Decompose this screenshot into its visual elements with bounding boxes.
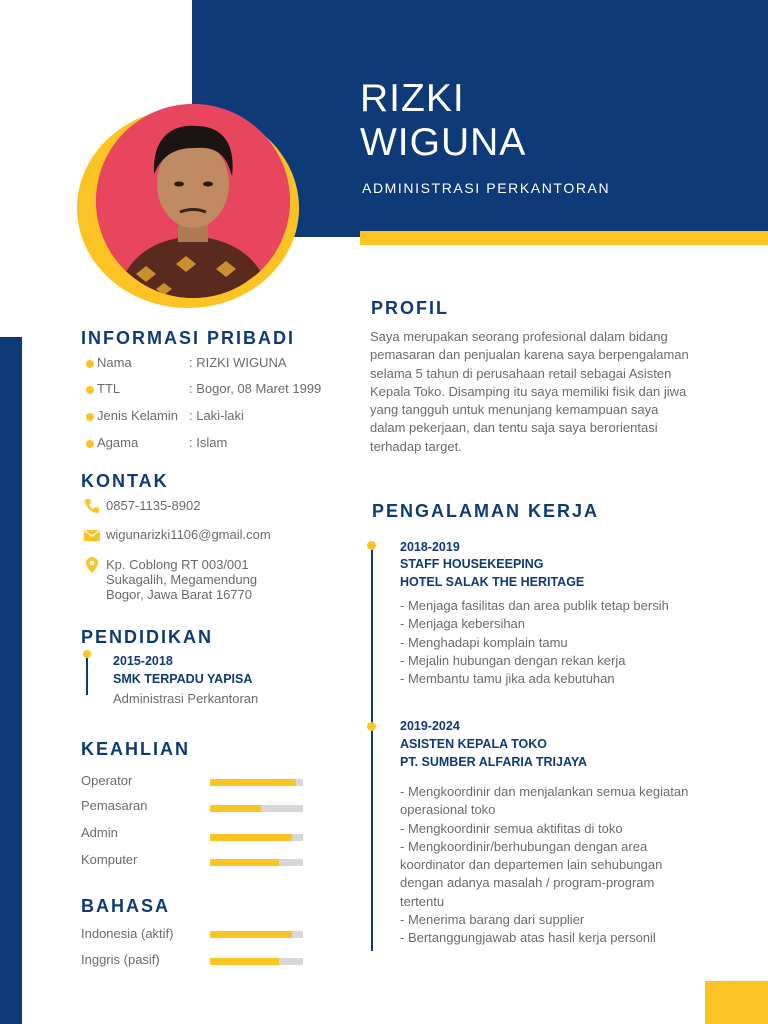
skill-bar-fill xyxy=(210,834,292,841)
skills-title: KEAHLIAN xyxy=(81,739,190,759)
info-label: Jenis Kelamin xyxy=(97,408,178,423)
languages-title: BAHASA xyxy=(81,896,171,916)
last-name: WIGUNA xyxy=(360,121,527,164)
duty-item: - Menerima barang dari supplier xyxy=(400,912,585,928)
experience-dot xyxy=(367,722,376,731)
skill-bar-fill xyxy=(210,779,296,786)
duty-item: - Mejalin hubungan dengan rekan kerja xyxy=(400,652,626,668)
skill-label: Pemasaran xyxy=(81,798,148,813)
job-company: PT. SUMBER ALFARIA TRIJAYA xyxy=(400,755,588,769)
skill-bar-fill xyxy=(210,859,279,866)
job-position: ASISTEN KEPALA TOKO xyxy=(400,737,548,751)
duty-item: - Mengkoordinir dan menjalankan semua kegiatan operasional toko xyxy=(400,784,689,818)
header-accent-line xyxy=(360,231,768,245)
experience-timeline xyxy=(371,546,373,951)
education-years: 2015-2018 xyxy=(113,654,173,668)
education-title: PENDIDIKAN xyxy=(81,627,214,647)
language-bar xyxy=(210,931,303,938)
skill-bar xyxy=(210,779,303,786)
skill-bar-fill xyxy=(210,805,261,812)
skill-label: Komputer xyxy=(81,852,138,867)
experience-dot xyxy=(367,541,376,550)
language-bar-fill xyxy=(210,931,292,938)
profile-text: Saya merupakan seorang profesional dalam bidang pemasaran dan penjualan karena saya berpengalaman selama 5 tahun di perusahaan retail sebagai Asisten Kepala Toko. Disamping itu saya memiliki fisik dan jiwa yang tangguh untuk menunjang kemampuan saya dalam pekerjaan, dan tentu saja saya berorientasi terhadap target. xyxy=(370,329,689,454)
phone-icon xyxy=(84,498,100,514)
profile-title: PROFIL xyxy=(371,298,449,318)
info-label: Nama xyxy=(97,355,132,370)
education-timeline xyxy=(86,655,88,695)
profile-photo xyxy=(96,104,290,298)
candidate-role: ADMINISTRASI PERKANTORAN xyxy=(362,180,611,196)
experience-title: PENGALAMAN KERJA xyxy=(372,501,600,521)
contact-title: KONTAK xyxy=(81,471,169,491)
skill-bar xyxy=(210,805,303,812)
address-text xyxy=(106,557,257,602)
job-company: HOTEL SALAK THE HERITAGE xyxy=(400,575,585,589)
language-bar xyxy=(210,958,303,965)
duty-item: - Menjaga kebersihan xyxy=(400,616,526,632)
skill-label: Admin xyxy=(81,825,118,840)
location-pin-icon xyxy=(84,557,100,573)
info-label: TTL xyxy=(97,381,121,396)
corner-accent xyxy=(705,981,768,1024)
phone-number: 0857-1135-8902 xyxy=(106,498,201,513)
job-duties xyxy=(400,783,700,948)
info-value: : Bogor, 08 Maret 1999 xyxy=(189,381,322,396)
info-value: : RIZKI WIGUNA xyxy=(189,355,287,370)
duty-item: - Mengkoordinir semua aktifitas di toko xyxy=(400,820,623,836)
address-line-2: Sukagalih, Megamendung xyxy=(106,572,258,587)
duty-item: - Membantu tamu jika ada kebutuhan xyxy=(400,671,615,687)
duty-item: - Bertanggungjawab atas hasil kerja personil xyxy=(400,930,656,946)
education-major: Administrasi Perkantoran xyxy=(113,691,259,706)
duty-item: - Menjaga fasilitas dan area publik tetap bersih xyxy=(400,598,669,613)
address-line-1: Kp. Coblong RT 003/001 xyxy=(106,557,249,572)
skill-label: Operator xyxy=(81,773,133,788)
email-address: wigunarizki1106@gmail.com xyxy=(106,527,271,542)
left-accent-bar xyxy=(0,337,22,1024)
job-duties xyxy=(400,597,690,688)
info-value: : Islam xyxy=(189,435,228,450)
info-value: : Laki-laki xyxy=(189,408,244,423)
info-label: Agama xyxy=(97,435,139,450)
duty-item: - Menghadapi komplain tamu xyxy=(400,634,568,650)
bullet-dot xyxy=(86,440,94,448)
candidate-name xyxy=(360,77,526,165)
language-label: Indonesia (aktif) xyxy=(81,926,174,941)
address-line-3: Bogor, Jawa Barat 16770 xyxy=(106,587,252,602)
job-years: 2019-2024 xyxy=(400,719,460,733)
bullet-dot xyxy=(86,413,94,421)
mail-icon xyxy=(84,527,100,543)
job-years: 2018-2019 xyxy=(400,540,460,554)
personal-info-title: INFORMASI PRIBADI xyxy=(81,328,295,348)
duty-item: - Mengkoordinir/berhubungan dengan area koordinator dan departemen lain sehubungan dengan adanya masalah / program-program tertentu xyxy=(400,838,663,909)
language-label: Inggris (pasif) xyxy=(81,952,160,967)
skill-bar xyxy=(210,859,303,866)
skill-bar xyxy=(210,834,303,841)
job-position: STAFF HOUSEKEEPING xyxy=(400,557,544,571)
language-bar-fill xyxy=(210,958,279,965)
bullet-dot xyxy=(86,386,94,394)
education-school: SMK TERPADU YAPISA xyxy=(113,672,253,686)
first-name: RIZKI xyxy=(360,77,465,120)
bullet-dot xyxy=(86,360,94,368)
education-dot xyxy=(83,650,91,658)
